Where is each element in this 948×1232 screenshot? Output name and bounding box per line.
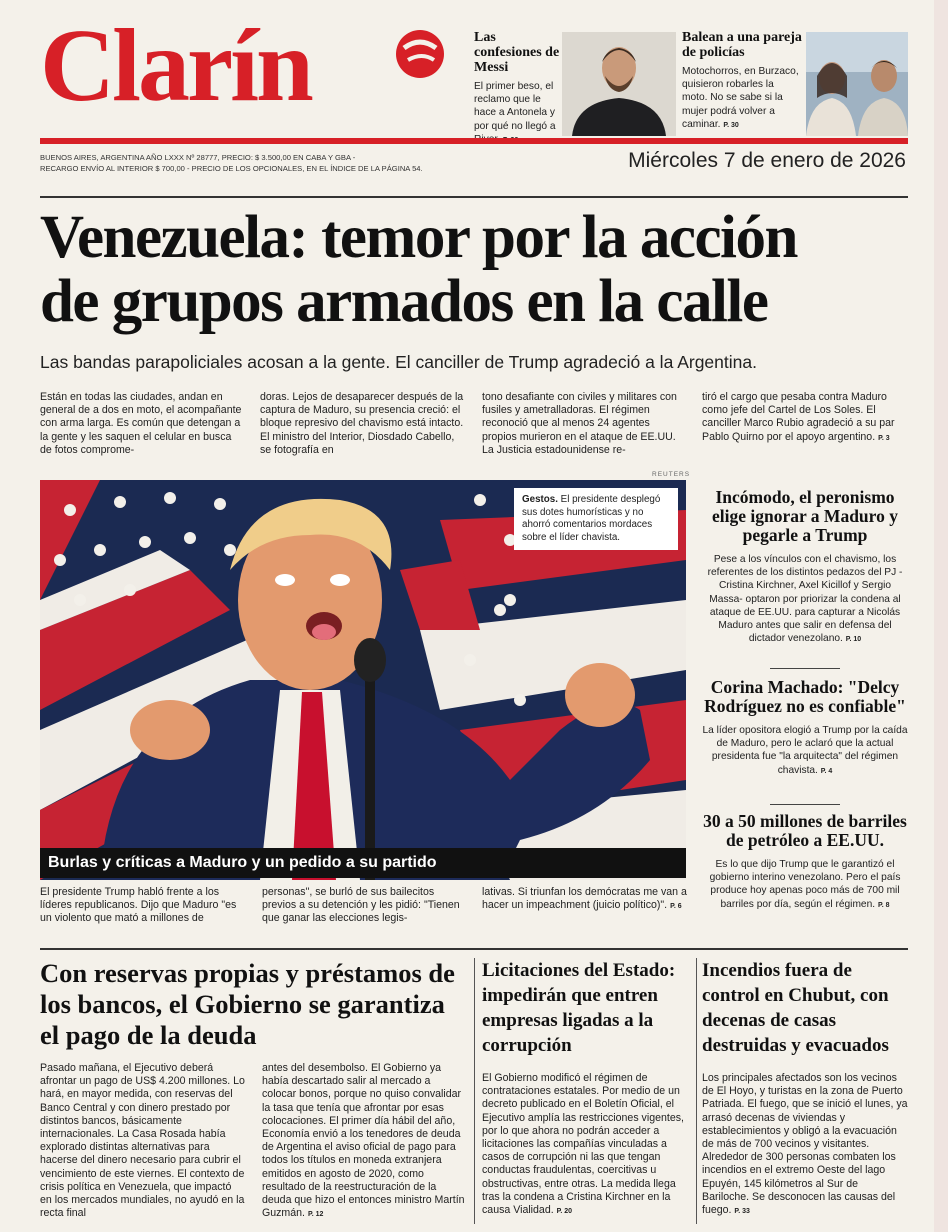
lead-column-3: tono desafiante con civiles y militares con fusiles y ametralladoras. El régimen reconoció que al menos 24 agentes propios murieron en el ataque de EE.UU. La Justicia estadounidense re-	[482, 391, 677, 456]
teaser-title: Balean a una pareja de policías	[682, 30, 802, 60]
licitaciones-story[interactable]	[482, 958, 692, 1218]
sidebar-body: Es lo que dijo Trump que le garantizó el gobierno interino venezolano. Pero el país produce hoy apenas poco más de 700 mil barriles por día, según el régimen. P. 8	[709, 859, 901, 910]
sidebar-divider	[770, 668, 840, 669]
photo-caption: Gestos. El presidente desplegó sus dotes humorísticas y no ahorró comentarios mordaces sobre el líder chavista.	[514, 488, 678, 550]
debt-story-column-2: antes del desembolso. El Gobierno ya había descartado salir al mercado a colocar bonos, porque no quiso convalidar la tasa que tenía que afrontar por esas colocaciones. El primer día hábil del año, Economía envió a los tenedores de deuda de Argentina el aviso oficial de pago para todos los títulos en moneda extranjera emitidos en agosto de 2020, como resultado de la reestructuración de la deuda que hizo el entonces ministro Martín Guzmán. P. 12	[262, 1062, 465, 1220]
incendios-story[interactable]	[702, 958, 908, 1218]
sidebar-title: Incómodo, el peronismo elige ignorar a Maduro y pegarle a Trump	[711, 487, 898, 545]
teaser-body: El primer beso, el reclamo que le hace a Antonela y por qué no llegó a	[474, 81, 556, 132]
sidebar-title: Corina Machado: "Delcy Rodríguez no es confiable"	[704, 677, 906, 716]
incendios-body: Los principales afectados son los vecinos de El Hoyo, y turistas en la zona de Puerto Patriada. El fuego, que se inició el lunes, ya arrasó decenas de viviendas y establecimientos y obligó a la evacuación de más de 700 vecinos y visitantes. Alrededor de 300 personas combaten los incendios en el extremo Oeste del lago Epuyén, 145 kilómetros al Sur de Bariloche. Se desconocen las causas del fuego. P. 33	[702, 1072, 908, 1217]
debt-story-title[interactable]: Con reservas propias y préstamos de los bancos, el Gobierno se garantiza el pago de la deuda	[40, 958, 455, 1050]
lead-column-2: doras. Lejos de desaparecer después de la captura de Maduro, su presencia creció: el bloque represivo del chavismo está intacto. El ministro del Interior, Diosdado Cabello, se fotografía en	[260, 391, 464, 456]
lead-column-4: tiró el cargo que pesaba contra Maduro como jefe del Cartel de Los Soles. El canciller Marco Rubio agradeció a su par Pablo Quirno por el apoyo argentino. P. 3	[702, 391, 895, 443]
messi-photo	[562, 32, 676, 136]
teaser-body: Motochorros, en Burzaco, quisieron robarles la moto. No se sabe si la mujer podrá volver a caminar. P. 30	[682, 66, 799, 130]
section-rule	[40, 196, 908, 198]
column-divider	[474, 958, 475, 1224]
photo-column-2: personas", se burló de sus bailecitos previos a su detención y les pidió: "Tienen que ganar las elecciones legis-	[262, 886, 460, 925]
sidebar-story-peronismo[interactable]	[702, 488, 908, 646]
lead-column-1: Están en todas las ciudades, andan en general de a dos en moto, el acompañante con arma larga. Es común que detengan a la gente y les saquen el celular en busca de fotos comprome-	[40, 391, 242, 456]
debt-story-column-1: Pasado mañana, el Ejecutivo deberá afrontar un pago de US$ 4.200 millones. Lo hará, en mayor medida, con reservas del Banco Central y con dinero prestado por distintos bancos, básicamente internacionales. La Casa Rosada había explorado distintas alternativas para hacerse del dinero necesario para cubrir el vencimiento de este viernes. El contexto de crisis política en Venezuela, que impactó en los mercados mundiales, no ayudó en la recta final	[40, 1062, 245, 1220]
photo-credit: REUTERS	[652, 471, 691, 478]
column-divider	[696, 958, 697, 1224]
teaser-title: Las confesiones de Messi	[474, 30, 560, 75]
policias-photo	[806, 32, 908, 136]
masthead-rule	[40, 138, 908, 144]
sidebar-body: Pese a los vínculos con el chavismo, los referentes de los distintos pedazos del PJ - Cristina Kirchner, Axel Kicillof y Sergio Massa- optaron por priorizar la condena al ataque de EE.UU. para capturar a Nicolás Maduro antes que salir en defensa del dictador venezolano. P. 10	[707, 554, 903, 645]
sidebar-title: 30 a 50 millones de barriles de petróleo a EE.UU.	[703, 811, 907, 850]
sidebar-story-machado[interactable]	[702, 678, 908, 778]
bottom-rule	[40, 948, 908, 950]
teaser-policias[interactable]	[682, 30, 802, 132]
lead-headline[interactable]: Venezuela: temor por la acción de grupos armados en la calle	[40, 204, 797, 335]
page-edge	[934, 0, 948, 1232]
sidebar-story-petroleo[interactable]	[702, 812, 908, 912]
edition-date: Miércoles 7 de enero de 2026	[628, 149, 906, 172]
sidebar-divider	[770, 804, 840, 805]
lead-subhead: Las bandas parapoliciales acosan a la gente. El canciller de Trump agradeció a la Argentina.	[40, 352, 757, 372]
incendios-title: Incendios fuera de control en Chubut, con decenas de casas destruidas y evacuados	[702, 960, 889, 1056]
licitaciones-body: El Gobierno modificó el régimen de contrataciones estatales. Por medio de un decreto publicado en el Boletín Oficial, el Ejecutivo amplía las restricciones vigentes, por lo que ahora no podrán acceder a licitaciones las compañías vinculadas a casos de corrupción ni las que tengan conductas fraudulentas, coercitivas u obstructivas, entre otras. La medida llega tras la condena a Cristina Kirchner en la causa Vialidad. P. 20	[482, 1072, 684, 1217]
sidebar-body: La líder opositora elogió a Trump por la caída de Maduro, pero le aclaró que la actual presidenta fue "la arquitecta" del régimen chavista. P. 4	[702, 725, 908, 776]
logo-mark-icon	[390, 26, 446, 82]
photo-column-1: El presidente Trump habló frente a los líderes republicanos. Dijo que Maduro "es un violento que mató a millones de	[40, 886, 237, 925]
teaser-messi[interactable]	[474, 30, 562, 147]
licitaciones-title: Licitaciones del Estado: impedirán que entren empresas ligadas a la corrupción	[482, 960, 676, 1056]
photo-column-3: lativas. Si triunfan los demócratas me van a hacer un impeachment (juicio político)". P. 6	[482, 886, 687, 912]
edition-info: BUENOS AIRES, ARGENTINA AÑO LXXX Nº 28777, PRECIO: $ 3.500,00 EN CABA Y GBA - RECARGO ENVÍO AL INTERIOR $ 700,00 - PRECIO DE LOS OPCIONALES, EN EL ÍNDICE DE LA PÁGINA 54.	[40, 153, 423, 173]
newspaper-logo: Clarín	[40, 8, 311, 123]
photo-banner-headline[interactable]: Burlas y críticas a Maduro y un pedido a su partido	[40, 848, 686, 878]
